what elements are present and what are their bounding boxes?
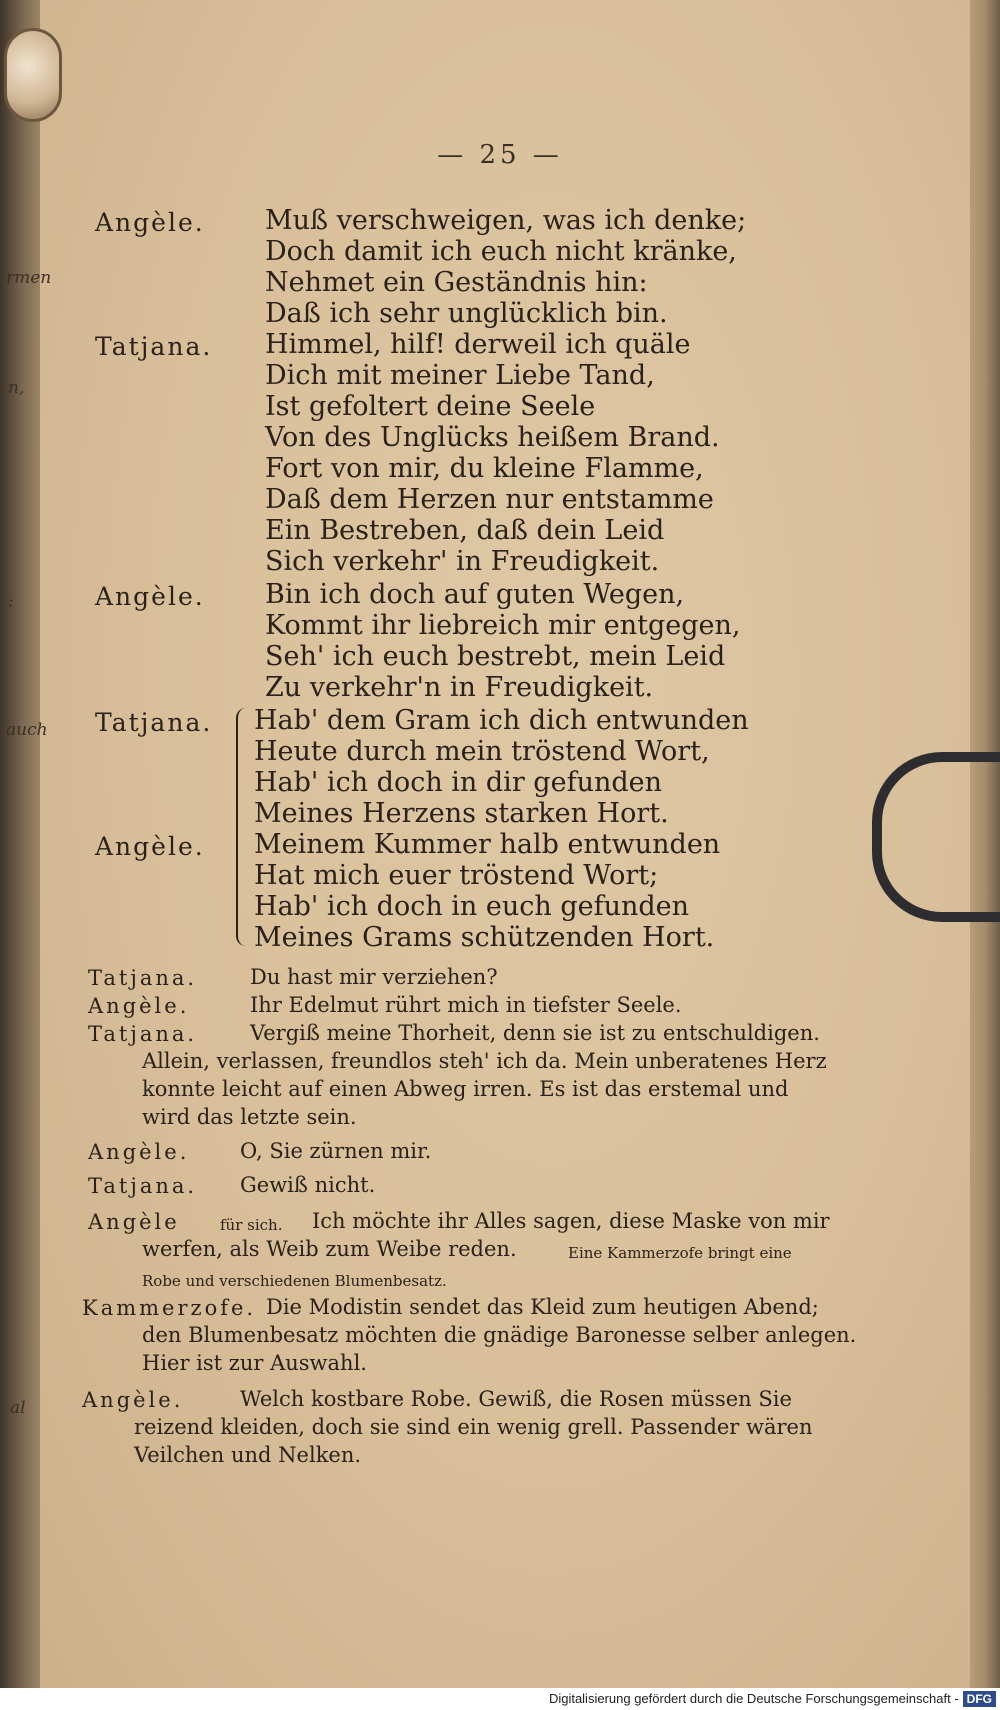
speaker-label: Angèle [88, 1210, 180, 1234]
verse-line: Meinem Kummer halb entwunden [254, 829, 721, 860]
prose-line: Die Modistin sendet das Kleid zum heutigen Abend; [266, 1295, 819, 1319]
paper-clip-right-icon [872, 752, 1000, 922]
verse-line: Hab' ich doch in dir gefunden [254, 767, 662, 798]
verse-line: Hab' ich doch in euch gefunden [254, 891, 690, 922]
speaker-label: Angèle. [88, 994, 190, 1018]
prose-line: Ihr Edelmut rührt mich in tiefster Seele. [250, 993, 682, 1017]
verse-line: Ist gefoltert deine Seele [265, 391, 596, 422]
margin-fragment: : [8, 592, 14, 612]
prose-line: Vergiß meine Thorheit, denn sie ist zu entschuldigen. [250, 1021, 820, 1045]
prose-line: Allein, verlassen, freundlos steh' ich da. Mein unberatenes Herz [142, 1049, 827, 1073]
prose-line: Welch kostbare Robe. Gewiß, die Rosen müssen Sie [240, 1387, 792, 1411]
speaker-label: Tatjana. [88, 966, 198, 990]
prose-line: O, Sie zürnen mir. [240, 1139, 432, 1163]
verse-line: Kommt ihr liebreich mir entgegen, [265, 610, 741, 641]
page-number: — 25 — [437, 140, 563, 170]
margin-fragment: al [10, 1398, 26, 1418]
speaker-label: Kammerzofe. [82, 1296, 257, 1320]
verse-line: Meines Grams schützenden Hort. [254, 922, 715, 953]
speaker-label: Angèle. [95, 208, 205, 237]
dfg-logo: DFG [963, 1691, 996, 1707]
prose-line: Ich möchte ihr Alles sagen, diese Maske von mir [312, 1209, 830, 1233]
verse-line: Sich verkehr' in Freudigkeit. [265, 546, 660, 577]
verse-line: Heute durch mein tröstend Wort, [254, 736, 710, 767]
prose-line: wird das letzte sein. [142, 1105, 357, 1129]
prose-line: den Blumenbesatz möchten die gnädige Baronesse selber anlegen. [142, 1323, 857, 1347]
speaker-label: Tatjana. [95, 708, 213, 737]
stage-direction: für sich. [220, 1216, 283, 1234]
footer-text: Digitalisierung gefördert durch die Deutsche Forschungsgemeinschaft - [548, 1691, 959, 1706]
speaker-label: Angèle. [88, 1140, 190, 1164]
verse-line: Muß verschweigen, was ich denke; [265, 205, 747, 236]
stage-direction: Eine Kammerzofe bringt eine [568, 1244, 792, 1262]
speaker-label: Tatjana. [88, 1022, 198, 1046]
speaker-label: Tatjana. [88, 1174, 198, 1198]
duet-brace [236, 708, 252, 946]
prose-line: konnte leicht auf einen Abweg irren. Es ist das erstemal und [142, 1077, 789, 1101]
margin-fragment: rmen [6, 268, 52, 288]
stage-direction: Robe und verschiedenen Blumenbesatz. [142, 1272, 447, 1290]
prose-line: reizend kleiden, doch sie sind ein wenig grell. Passender wären [134, 1415, 813, 1439]
speaker-label: Angèle. [95, 832, 205, 861]
prose-line: Gewiß nicht. [240, 1173, 376, 1197]
margin-fragment: n, [8, 378, 25, 398]
speaker-label: Angèle. [82, 1388, 184, 1412]
prose-line: Hier ist zur Auswahl. [142, 1351, 367, 1375]
prose-line: werfen, als Weib zum Weibe reden. [142, 1237, 517, 1261]
verse-line: Daß ich sehr unglücklich bin. [265, 298, 668, 329]
digitization-footer [0, 1688, 1000, 1710]
verse-line: Von des Unglücks heißem Brand. [265, 422, 720, 453]
verse-line: Bin ich doch auf guten Wegen, [265, 579, 685, 610]
margin-fragment: auch [6, 720, 48, 740]
speaker-label: Angèle. [95, 582, 205, 611]
verse-line: Ein Bestreben, daß dein Leid [265, 515, 665, 546]
verse-line: Dich mit meiner Liebe Tand, [265, 360, 655, 391]
verse-line: Daß dem Herzen nur entstamme [265, 484, 714, 515]
verse-line: Fort von mir, du kleine Flamme, [265, 453, 704, 484]
verse-line: Seh' ich euch bestrebt, mein Leid [265, 641, 726, 672]
verse-line: Hat mich euer tröstend Wort; [254, 860, 659, 891]
prose-line: Veilchen und Nelken. [134, 1443, 362, 1467]
verse-line: Nehmet ein Geständnis hin: [265, 267, 648, 298]
verse-line: Meines Herzens starken Hort. [254, 798, 669, 829]
verse-line: Hab' dem Gram ich dich entwunden [254, 705, 749, 736]
prose-line: Du hast mir verziehen? [250, 965, 498, 989]
speaker-label: Tatjana. [95, 332, 213, 361]
verse-line: Doch damit ich euch nicht kränke, [265, 236, 737, 267]
verse-line: Himmel, hilf! derweil ich quäle [265, 329, 691, 360]
verse-line: Zu verkehr'n in Freudigkeit. [265, 672, 654, 703]
